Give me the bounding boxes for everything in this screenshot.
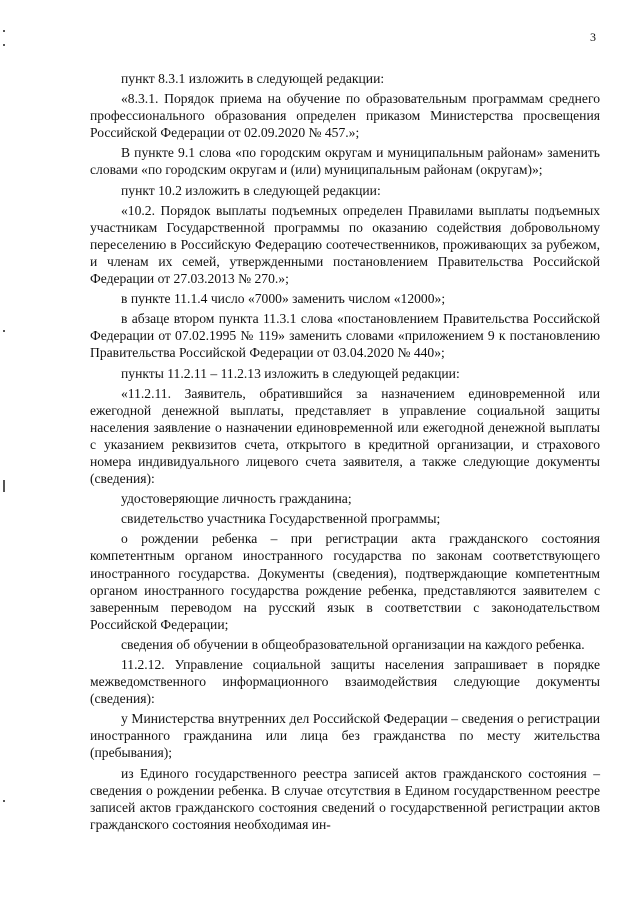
paragraph: В пункте 9.1 слова «по городским округам и муниципальным районам» заменить словами «по городским округам и (или) муниципальным районам (округам)»; — [90, 145, 600, 178]
paragraph: пункт 8.3.1 изложить в следующей редакции: — [121, 71, 385, 86]
paragraph: пункт 10.2 изложить в следующей редакции: — [121, 182, 381, 198]
scan-artifact — [3, 800, 5, 802]
paragraph: «11.2.11. Заявитель, обратившийся за назначением единовременной или ежегодной денежной выплаты, представляет в управление социальной защиты населения заявление о назначении единовременной или ежегодной денежной выплаты с указанием реквизитов счета, открытого в кредитной организации, и страхового номера индивидуального лицевого счета заявителя, а также следующие документы (сведения): — [90, 385, 600, 487]
paragraph: «8.3.1. Порядок приема на обучение по образовательным программам среднего профессионального образования определен приказом Министерства просвещения Российской Федерации от 02.09.2020 № 457.»; — [90, 91, 600, 141]
scan-artifact — [3, 30, 5, 32]
paragraph: пункты 11.2.11 – 11.2.13 изложить в следующей редакции: — [121, 365, 460, 381]
paragraph: о рождении ребенка – при регистрации акта гражданского состояния компетентным органом иностранного государства по законам соответствующего иностранного государства. Документы (сведения), подтверждающие компетентным органом иностранного государства рождение ребенка, представляются заявителем с заверенным переводом на русский язык в соответствии с законодательством Российской Федерации; — [90, 531, 600, 632]
document-body — [90, 70, 600, 836]
scan-artifact — [3, 480, 5, 492]
paragraph: сведения об обучении в общеобразовательной организации на каждого ребенка. — [121, 636, 585, 652]
paragraph: «10.2. Порядок выплаты подъемных определен Правилами выплаты подъемных участникам Государственной программы по оказанию содействия добровольному переселению в Российскую Федерацию соотечественников, проживающих за рубежом, и членам их семей, утвержденными постановлением Правительства Российской Федерации от 27.03.2013 № 270.»; — [90, 202, 600, 287]
paragraph: из Единого государственного реестра записей актов гражданского состояния – сведения о рождении ребенка. В случае отсутствия в Едином государственном реестре записей актов гражданского состояния сведений о государственной регистрации актов гражданского состояния необходимая ин- — [90, 765, 600, 832]
paragraph: у Министерства внутренних дел Российской Федерации – сведения о регистрации иностранного гражданина или лица без гражданства по месту жительства (пребывания); — [90, 711, 600, 761]
paragraph: 11.2.12. Управление социальной защиты населения запрашивает в порядке межведомственного информационного взаимодействия следующие документы (сведения): — [90, 657, 600, 707]
paragraph: в абзаце втором пункта 11.3.1 слова «постановлением Правительства Российской Федерации от 07.02.1995 № 119» заменить словами «приложением 9 к постановлению Правительства Российской Федерации от 03.04.2020 № 440»; — [90, 311, 600, 361]
scan-artifact — [3, 330, 5, 332]
paragraph: свидетельство участника Государственной программы; — [121, 511, 441, 527]
page-number: 3 — [590, 30, 596, 44]
paragraph: удостоверяющие личность гражданина; — [121, 491, 352, 507]
paragraph: в пункте 11.1.4 число «7000» заменить числом «12000»; — [121, 291, 446, 307]
scan-artifact — [3, 44, 5, 46]
